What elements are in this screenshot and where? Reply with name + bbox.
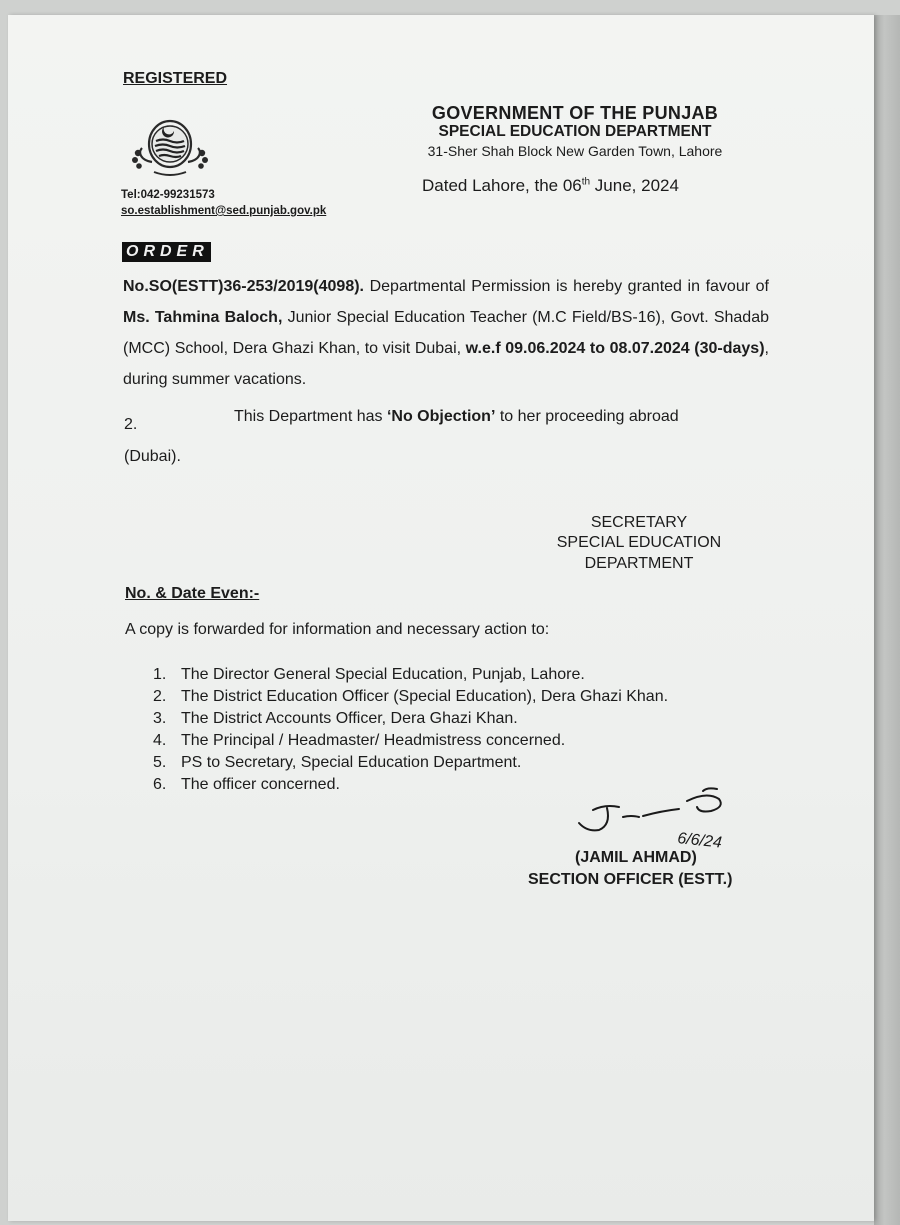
secretary-title: SECRETARY (590, 514, 688, 531)
paragraph-2-number: 2. (124, 416, 138, 433)
list-item: 6. The officer concerned. (153, 776, 340, 793)
department-address: 31-Sher Shah Block New Garden Town, Lahore (427, 143, 723, 159)
list-item: 1. The Director General Special Education, Punjab, Lahore. (153, 666, 585, 683)
paper-stack-edge (874, 15, 900, 1225)
list-item: 3. The District Accounts Officer, Dera Ghazi Khan. (153, 710, 518, 727)
government-title: GOVERNMENT OF THE PUNJAB (431, 103, 719, 123)
telephone-number: Tel:042-99231573 (121, 189, 215, 201)
order-label: ORDER (122, 242, 211, 262)
secretary-department-line: SPECIAL EDUCATION (556, 534, 722, 551)
order-paragraph-1: No.SO(ESTT)36-253/2019(4098). Departmental Permission is hereby granted in favour of Ms. Tahmina Baloch, Junior Special Education Teacher (M.C Field/BS-16), Govt. Shadab (MCC) School, Dera Ghazi Khan, to visit Dubai, w.e.f 09.06.2024 to 08.07.2024 (30-days), during summer vacations. (123, 278, 770, 388)
order-paragraph-2: This Department has ‘No Objection’ to her proceeding abroad (234, 408, 679, 425)
department-title: SPECIAL EDUCATION DEPARTMENT (438, 123, 712, 140)
signatory-title: SECTION OFFICER (ESTT.) (528, 871, 733, 888)
list-item: 5. PS to Secretary, Special Education Department. (153, 754, 522, 771)
list-item: 2. The District Education Officer (Special Education), Dera Ghazi Khan. (153, 688, 669, 705)
signature-date: 6/6/24 (676, 830, 723, 852)
signatory-name: (JAMIL AHMAD) (575, 849, 697, 866)
dated-line: Dated Lahore, the 06th June, 2024 (422, 176, 679, 195)
registered-label: REGISTERED (123, 70, 228, 87)
list-item: 4. The Principal / Headmaster/ Headmistress concerned. (153, 732, 566, 749)
distribution-list (153, 664, 668, 796)
paragraph-2-continuation: (Dubai). (124, 448, 181, 465)
no-date-even-heading: No. & Date Even:- (125, 585, 260, 602)
copy-forwarded-intro: A copy is forwarded for information and necessary action to: (125, 621, 550, 638)
secretary-department-line-2: DEPARTMENT (584, 555, 694, 572)
email-address: so.establishment@sed.punjab.gov.pk (121, 205, 327, 217)
